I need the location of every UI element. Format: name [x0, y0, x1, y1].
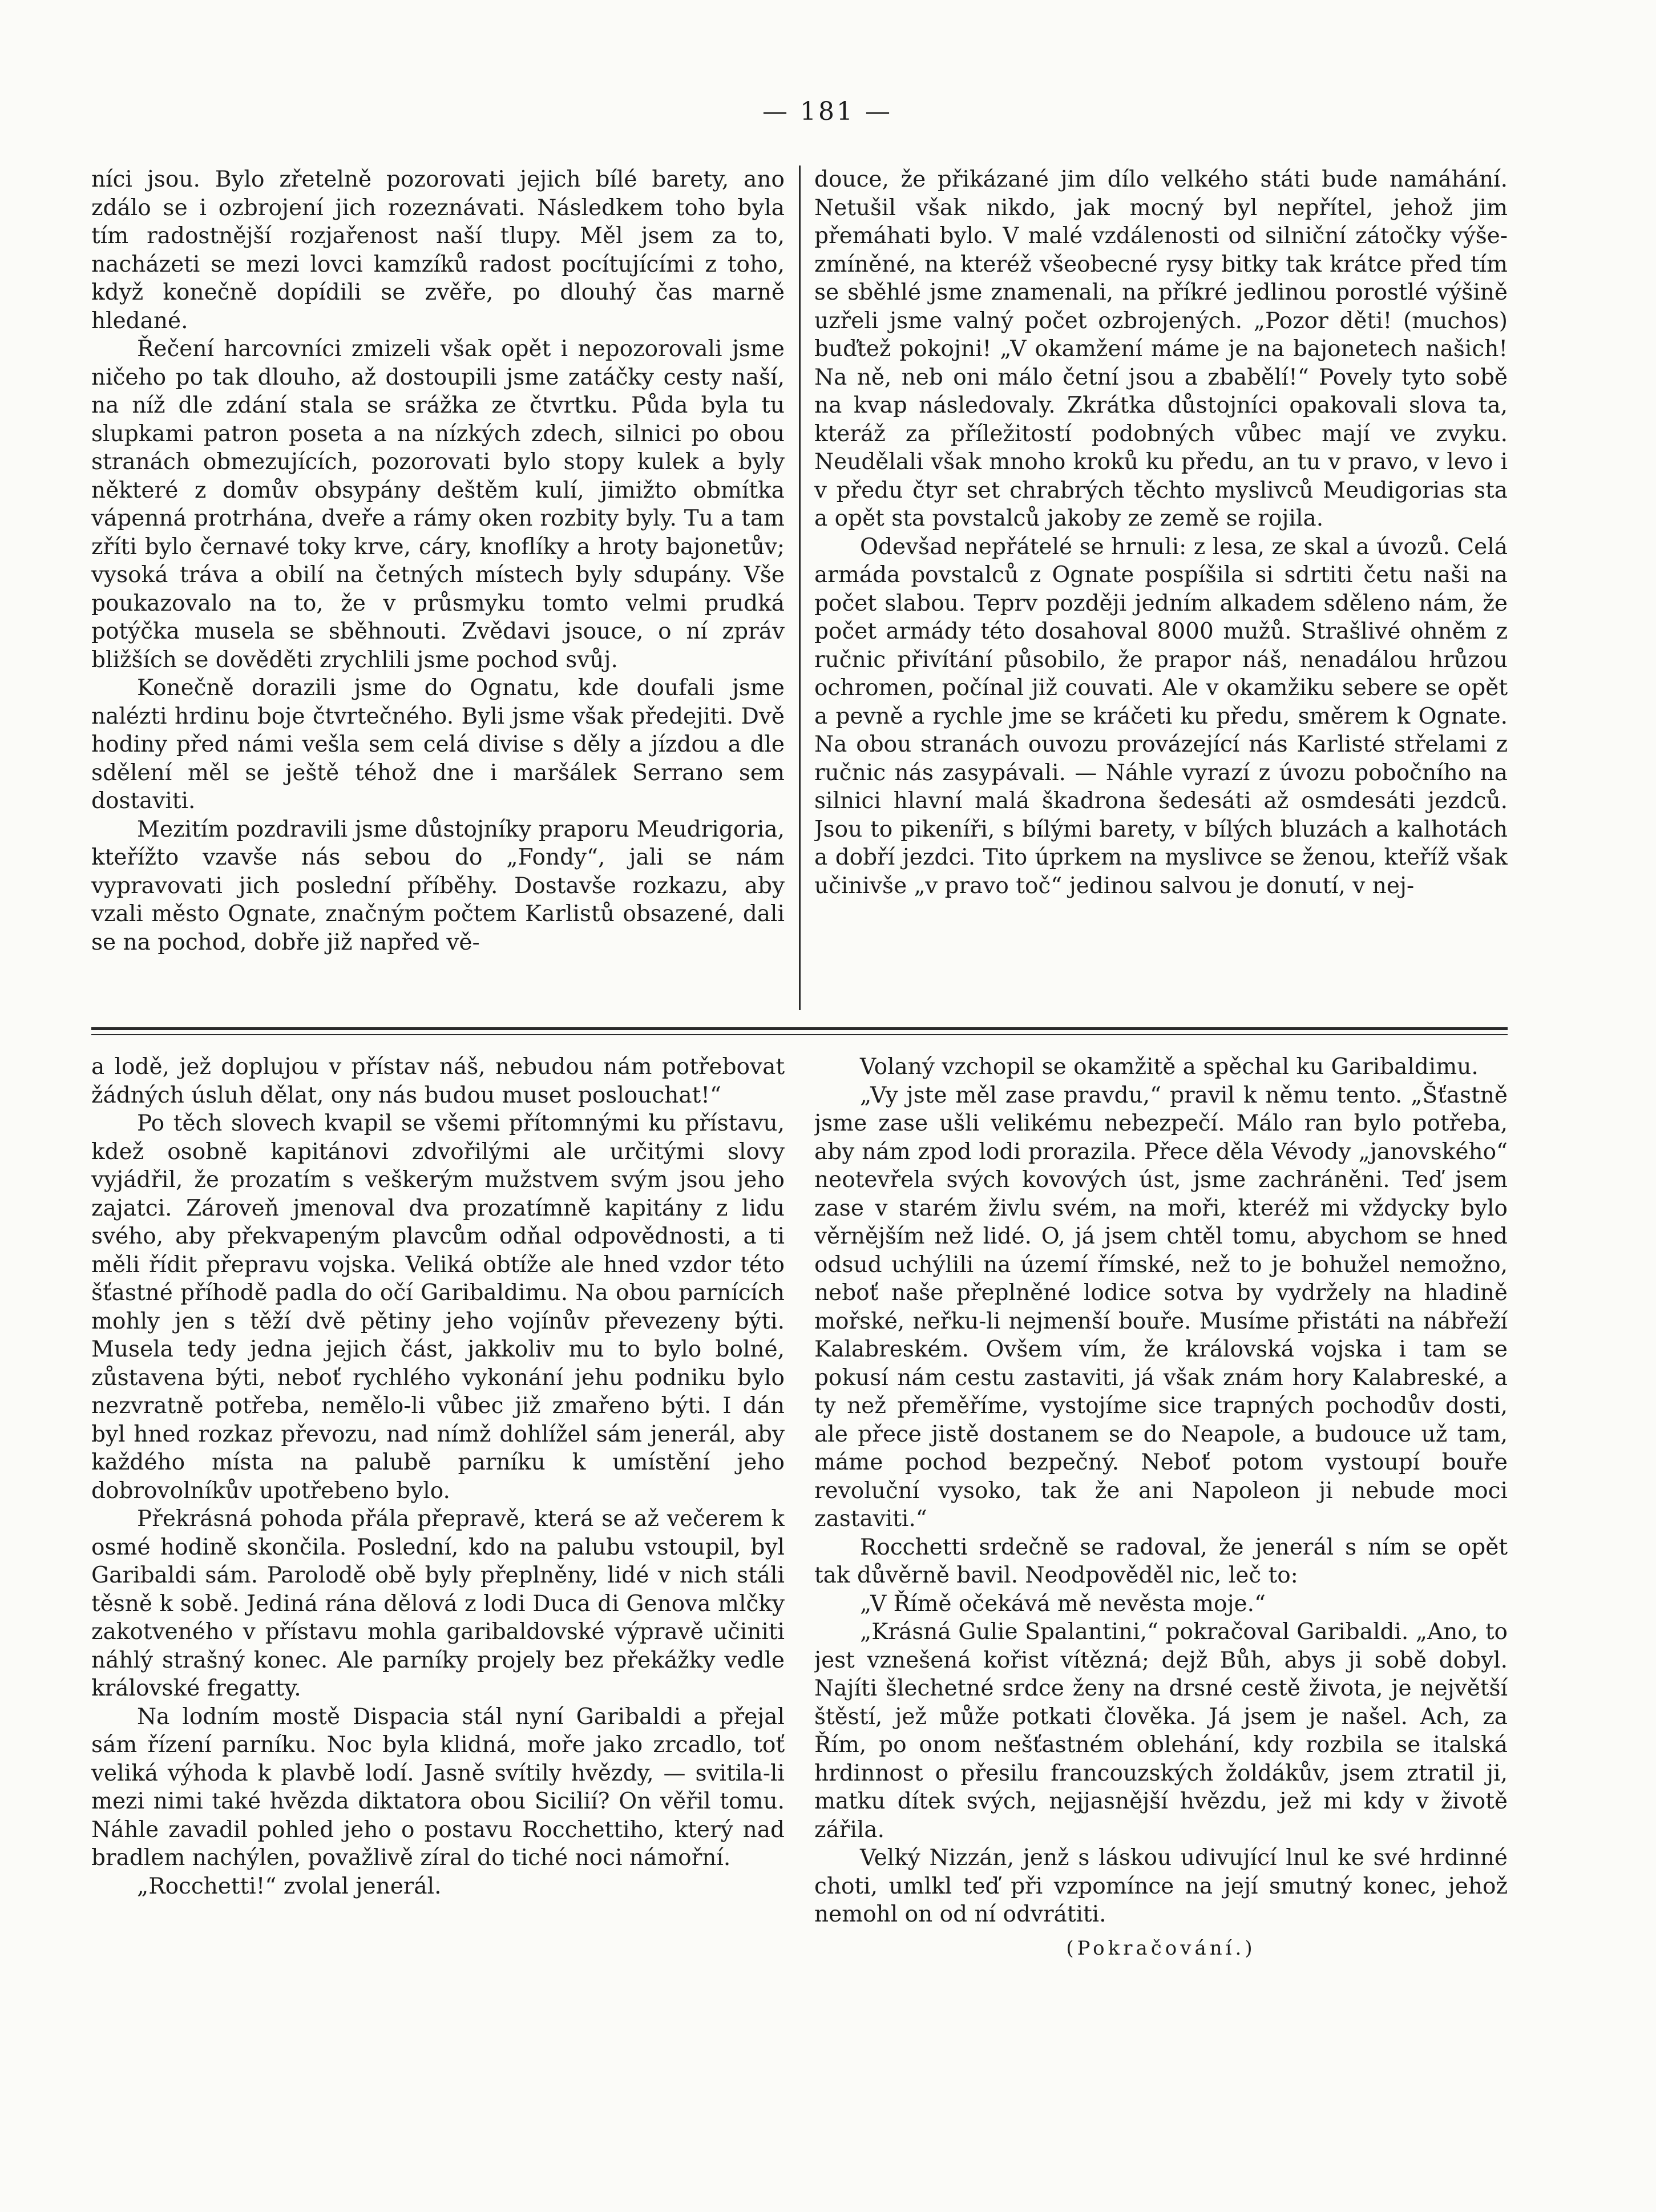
- paragraph: Volaný vzchopil se okamžitě a spěchal ku Garibaldimu.: [860, 1054, 1479, 1080]
- page-number: — 181 —: [762, 97, 892, 126]
- paragraph: Překrásná pohoda přála přepravě, která se až večerem k osmé hodině skončila. Poslední, kdo na palubu vstoupil, byl Garibaldi sám. Parolodě obě byly přeplněny, lidé v nich stáli těsně k sobě. Jediná rána dělová z lodi Duca di Genova mlčky zakotveného v přístavu mohla garibaldovské výpravě učiniti náhlý strašný konec. Ale parníky projely bez překážky vedle královské fregatty.: [91, 1506, 785, 1701]
- section-divider-thin: [91, 1034, 1508, 1035]
- paragraph: a lodě, jež doplujou v přístav náš, nebudou nám potřebovat žádných úsluh dělat, ony nás budou muset poslouchat!“: [91, 1054, 785, 1108]
- bottom-right-column: [814, 1053, 1508, 2057]
- bottom-section: [91, 1053, 1508, 2057]
- top-left-column: [91, 166, 785, 1013]
- paragraph: douce, že přikázané jim dílo velkého státi bude namáhání. Netušil však nikdo, jak mocný byl nepřítel, jehož jim přemáhati bylo. V malé vzdálenosti od silniční zátočky výše-zmíněné, na kteréž všeobecné rysy bitky tak krátce před tím se sběhlé jsme znamenali, na příkré jedlinou porostlé výšině uzřeli jsme valný počet ozbrojených. „Pozor děti! (muchos) buďtež pokojni! „V okamžení máme je na bajonetech našich! Na ně, neb oni málo četní jsou a zbabělí!“ Povely tyto sobě na kvap následovaly. Zkrátka důstojníci opakovali slova ta, kteráž za příležitostí podobných vůbec mají ve zvyku. Neudělali však mnoho kroků ku předu, an tu v pravo, v levo i v předu čtyr set chrabrých těchto myslivců Meudigorias sta a opět sta povstalců jakoby ze země se rojila.: [814, 167, 1508, 531]
- paragraph: „Krásná Gulie Spalantini,“ pokračoval Garibaldi. „Ano, to jest vznešená kořist vítězná; dejž Bůh, abys ji sobě dobyl. Najíti šlechetné srdce ženy na drsné cestě života, je největší štěstí, jež může potkati člověka. Já jsem je našel. Ach, za Řím, po onom nešťastném oblehání, kdy rozbila se italská hrdinnost o přesilu francouzských žoldákův, jsem ztratil ji, matku dítek svých, nejjasnější hvězdu, jež mi kdy v životě zářila.: [814, 1619, 1508, 1843]
- paragraph: Řečení harcovníci zmizeli však opět i nepozorovali jsme ničeho po tak dlouho, až dostoupili jsme zatáčky cesty naší, na níž dle zdání stala se srážka ze čtvrtku. Půda byla tu slupkami patron poseta a na nízkých zdech, silnici po obou stranách obmezujících, pozorovati bylo stopy kulek a byly některé z domův obsypány deštěm kulí, jimižto obmítka vápenná protrhána, dveře a rámy oken rozbity byly. Tu a tam zříti bylo černavé toky krve, cáry, knoflíky a hroty bajonetův; vysoká tráva a obilí na četných místech byly sdupány. Vše poukazovalo na to, že v průsmyku tomto velmi prudká potýčka musela se sběhnouti. Zvědavi jsouce, o ní zpráv bližších se dověděti zrychlili jsme pochod svůj.: [91, 336, 785, 673]
- paragraph: „V Římě očekává mě nevěsta moje.“: [860, 1591, 1266, 1617]
- paragraph: „Rocchetti!“ zvolal jenerál.: [137, 1873, 442, 1899]
- column-divider: [799, 166, 801, 1010]
- paragraph: Mezitím pozdravili jsme důstojníky praporu Meudrigoria, kteřížto vzavše nás sebou do „Fondy“, jali se nám vypravovati jich poslední příběhy. Dostavše rozkazu, aby vzali město Ognate, značným počtem Karlistů obsazené, dali se na pochod, dobře již napřed vě-: [91, 816, 785, 955]
- continuation-note: (Pokračování.): [1066, 1936, 1256, 1960]
- paragraph: Na lodním mostě Dispacia stál nyní Garibaldi a přejal sám řízení parníku. Noc byla klidná, moře jako zrcadlo, toť veliká výhoda k plavbě lodí. Jasně svítily hvězdy, — svitila-li mezi nimi také hvězda diktatora obou Sicilií? On věřil tomu. Náhle zavadil pohled jeho o postavu Rocchettiho, který nad bradlem nachýlen, považlivě zíral do tiché noci námořní.: [91, 1704, 785, 1871]
- paragraph: níci jsou. Bylo zřetelně pozorovati jejich bílé barety, ano zdálo se i ozbrojení jich rozeznávati. Následkem toho byla tím radostnější rozjařenost naší tlupy. Měl jsem za to, nacházeti se mezi lovci kamzíků radost pocítujícími z toho, když konečně dopídili se zvěře, po dlouhý čas marně hledané.: [91, 167, 785, 334]
- top-right-column: [814, 166, 1508, 1013]
- bottom-left-column: [91, 1053, 785, 2057]
- paragraph: Rocchetti srdečně se radoval, že jenerál s ním se opět tak důvěrně bavil. Neodpověděl nic, leč to:: [814, 1534, 1508, 1588]
- paragraph: Odevšad nepřátelé se hrnuli: z lesa, ze skal a úvozů. Celá armáda povstalců z Ognate pospíšila si sdrtiti četu naši na počet slabou. Teprv později jedním alkadem sděleno nám, že počet armády této dosahoval 8000 mužů. Strašlivé ohněm z ručnic přivítání působilo, že prapor náš, nenadálou hrůzou ochromen, počínal již couvati. Ale v okamžiku sebere se opět a pevně a rychle jme se kráčeti ku předu, směrem k Ognate. Na obou stranách ouvozu provázející nás Karlisté střelami z ručnic nás zasypávali. — Náhle vyrazí z úvozu pobočního na silnici hlavní malá škadrona šedesáti až osmdesáti jezdců. Jsou to pikeníři, s bílými barety, v bílých bluzách a kalhotách a dobří jezdci. Tito úprkem na myslivce se ženou, kteříž však učinivše „v pravo toč“ jedinou salvou je donutí, v nej-: [814, 534, 1508, 899]
- paragraph: Po těch slovech kvapil se všemi přítomnými ku přístavu, kdež osobně kapitánovi zdvořilými ale určitými slovy vyjádřil, že prozatím s veškerým mužstvem svým jsou jeho zajatci. Zároveň jmenoval dva prozatímně kapitány z lidu svého, aby překvapeným plavcům odňal odpovědnosti, a ti měli řídit přepravu vojska. Veliká obtíže ale hned vzdor této šťastné příhodě padla do očí Garibaldimu. Na obou parnících mohly jen s těží dvě pětiny jeho vojínův převezeny býti. Musela tedy jedna jejich část, jakkoliv mu to bylo bolné, zůstavena býti, neboť rychlého vykonání jehu podniku bylo nezvratně potřeba, nemělo-li vůbec již zmařeno býti. I dán byl hned rozkaz převozu, nad nímž dohlížel sám jenerál, aby každého místa na palubě parníku k umístění jeho dobrovolníkův upotřebeno bylo.: [91, 1111, 785, 1504]
- paragraph: „Vy jste měl zase pravdu,“ pravil k němu tento. „Šťastně jsme zase ušli velikému nebezpečí. Málo ran bylo potřeba, aby nám zpod lodi prorazila. Přece děla Vévody „janovského“ neotevřela svých kovových úst, jsme zachráněni. Teď jsem zase v starém živlu svém, na moři, kteréž mi vždycky bylo věrnějším než lidé. O, já jsem chtěl tomu, abychom se hned odsud uchýlili na území římské, než to je bohužel nemožno, neboť naše přeplněné lodice sotva by vydržely na hladině mořské, neřku-li nejmenší bouře. Musíme přistáti na nábřeží Kalabreském. Ovšem vím, že královská vojska i tam se pokusí nám cestu zastaviti, já však znám hory Kalabreské, a ty než přeměříme, vystojíme sice trapných pochodův dosti, ale přece jistě dostanem se do Neapole, a budouce už tam, máme pochod bezpečný. Neboť potom vystoupí bouře revoluční vysoko, tak že ani Napoleon ji nebude moci zastaviti.“: [814, 1082, 1508, 1532]
- paragraph: Konečně dorazili jsme do Ognatu, kde doufali jsme nalézti hrdinu boje čtvrtečného. Byli jsme však předejiti. Dvě hodiny před námi vešla sem celá divise s děly a jízdou a dle sdělení měl se ještě téhož dne i maršálek Serrano sem dostaviti.: [91, 675, 785, 814]
- paragraph: Velký Nizzán, jenž s láskou udivující lnul ke své hrdinné choti, umlkl teď při vzpomínce na její smutný konec, jehož nemohl on od ní odvrátiti.: [814, 1845, 1508, 1927]
- section-divider-thick: [91, 1027, 1508, 1030]
